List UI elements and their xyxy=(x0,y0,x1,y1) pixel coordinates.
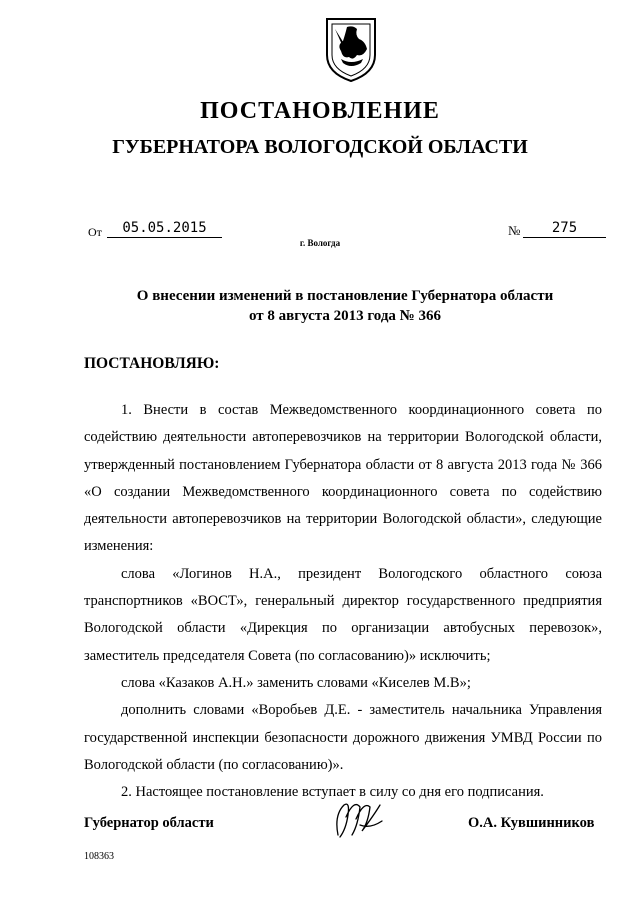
document-body xyxy=(84,397,602,806)
subject-line-2: от 8 августа 2013 года № 366 xyxy=(249,308,441,324)
document-number: 275 xyxy=(523,220,606,238)
document-subtitle: ГУБЕРНАТОРА ВОЛОГОДСКОЙ ОБЛАСТИ xyxy=(112,136,528,158)
number-label: № xyxy=(508,223,521,238)
document-title: ПОСТАНОВЛЕНИЕ xyxy=(200,98,440,124)
coat-of-arms-icon xyxy=(323,15,379,83)
paragraph: 2. Настоящее постановление вступает в силу со дня его подписания. xyxy=(121,784,544,801)
document-subject xyxy=(110,286,580,326)
paragraph: дополнить словами «Воробьев Д.Е. - заместитель начальника Управления государственной инспекции безопасности дорожного движения УМВД России по Вологодской области (по согласованию)». xyxy=(84,702,602,773)
signatory-name: О.А. Кувшинников xyxy=(468,815,595,831)
handwritten-signature xyxy=(330,795,390,845)
paragraph: слова «Логинов Н.А., президент Вологодского областного союза транспортников «ВОСТ», генеральный директор государственного предприятия Вологодской области «Дирекция по организации автобусных перевозок», заместитель председателя Совета (по согласованию)» исключить; xyxy=(84,565,602,664)
document-date: 05.05.2015 xyxy=(107,220,222,238)
city-label: г. Вологда xyxy=(299,238,341,248)
decree-word: ПОСТАНОВЛЯЮ: xyxy=(84,355,220,372)
paragraph: слова «Казаков А.Н.» заменить словами «Киселев М.В»; xyxy=(121,674,471,691)
signatory-position: Губернатор области xyxy=(84,815,214,831)
date-label: От xyxy=(88,225,102,239)
document-code: 108363 xyxy=(84,851,114,862)
subject-line-1: О внесении изменений в постановление Губернатора области xyxy=(136,288,554,304)
paragraph: 1. Внести в состав Межведомственного координационного совета по содействию деятельности автоперевозчиков на территории Вологодской области, утвержденный постановлением Губернатора области от 8 августа 2013 года № 366 «О создании Межведомственного координационного совета по содействию деятельности автоперевозчиков на территории Вологодской области», следующие изменения: xyxy=(84,402,602,555)
